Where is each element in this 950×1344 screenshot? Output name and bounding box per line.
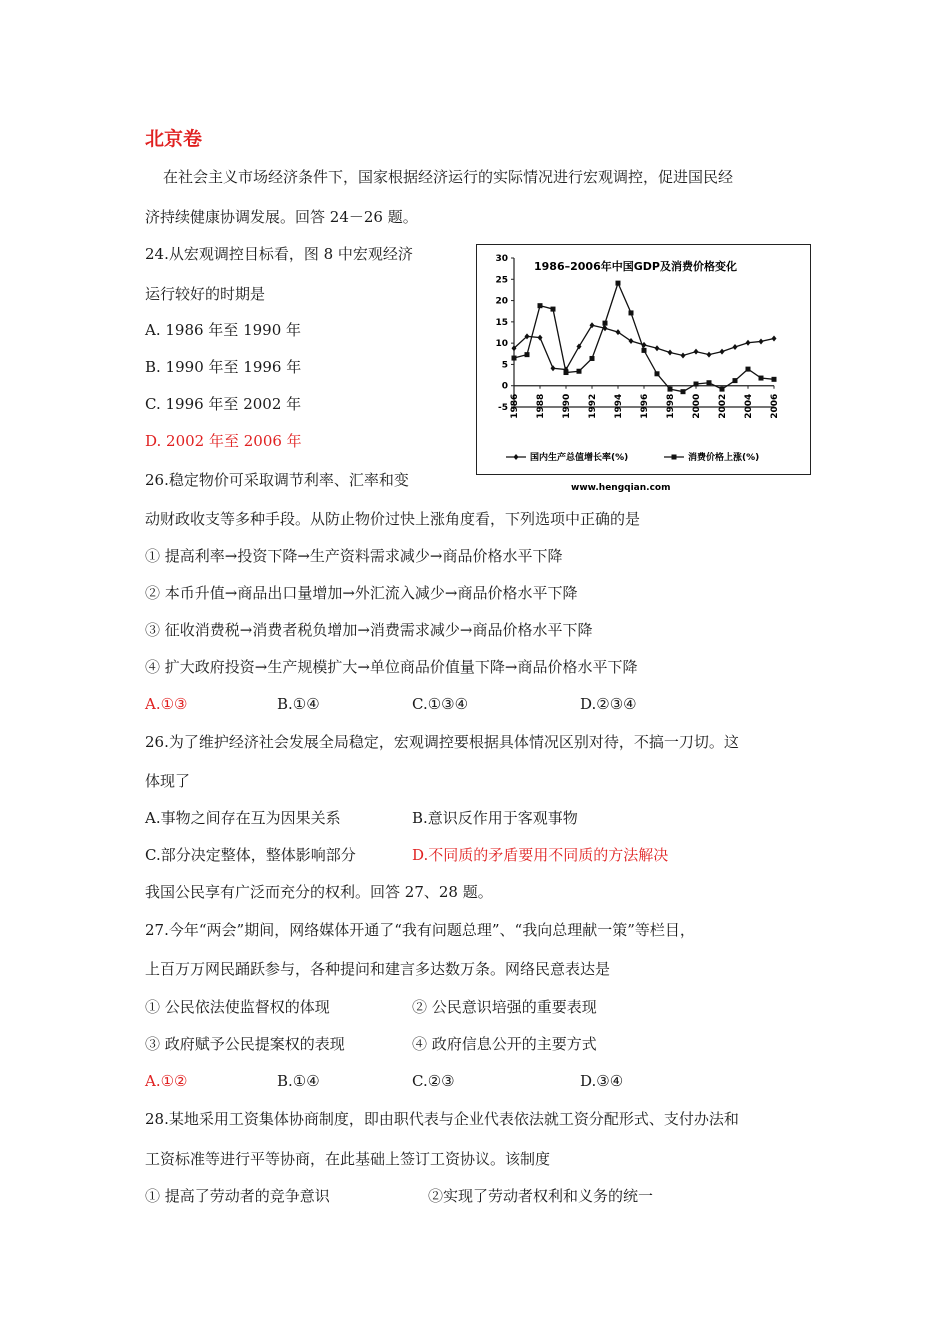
- x-tick-label: 1994: [614, 393, 624, 419]
- q24-stem-1: 24.从宏观调控目标看，图 8 中宏观经济: [145, 245, 413, 263]
- legend-gdp-label: 国内生产总值增长率(%): [530, 453, 629, 463]
- gdp-point: [694, 349, 699, 355]
- section-title: 北京卷: [145, 128, 203, 150]
- q26a-item-3: ③ 征收消费税→消费者税负增加→消费需求减少→商品价格水平下降: [145, 621, 593, 639]
- q27-choice-c: C.②③: [412, 1072, 455, 1090]
- cpi-point: [616, 281, 621, 286]
- q27-stem-1: 27.今年“两会”期间，网络媒体开通了“我有问题总理”、“我向总理献一策”等栏目，: [145, 921, 695, 939]
- gdp-point: [551, 365, 556, 371]
- cpi-point: [564, 370, 569, 375]
- cpi-point: [642, 348, 647, 353]
- x-tick-label: 2006: [770, 393, 780, 419]
- q26a-stem-1: 26.稳定物价可采取调节利率、汇率和变: [145, 471, 409, 489]
- gdp-point: [668, 350, 673, 356]
- y-tick-label: 0: [501, 381, 508, 392]
- q26a-choice-a-answer: A.①③: [145, 695, 188, 713]
- gdp-point: [616, 329, 621, 335]
- series-line-1: [514, 283, 774, 392]
- cpi-point: [668, 387, 673, 392]
- q27-item-1: ① 公民依法使监督权的体现: [145, 998, 330, 1016]
- y-tick-label: 25: [495, 275, 508, 286]
- y-tick-label: 15: [495, 317, 508, 328]
- q27-choice-d: D.③④: [580, 1072, 624, 1090]
- cpi-point: [759, 376, 764, 381]
- chart-title: 1986–2006年中国GDP及消费价格变化: [534, 260, 737, 273]
- chart-legend: [506, 451, 759, 463]
- legend-gdp-marker: [514, 454, 519, 460]
- y-tick-label: 10: [495, 339, 508, 350]
- cpi-point: [746, 367, 751, 372]
- cpi-point: [655, 371, 660, 376]
- gdp-point: [629, 338, 634, 344]
- x-tick-label: 1992: [588, 393, 598, 419]
- y-tick-label: 20: [495, 296, 508, 307]
- x-tick-label: 1990: [562, 393, 572, 419]
- y-tick-label: 30: [495, 254, 508, 264]
- q26a-item-1: ① 提高利率→投资下降→生产资料需求减少→商品价格水平下降: [145, 547, 563, 565]
- gdp-point: [538, 335, 543, 341]
- x-tick-label: 2004: [744, 393, 754, 419]
- cpi-point: [525, 352, 530, 357]
- chart-axes: [495, 254, 780, 419]
- q26b-option-b: B.意识反作用于客观事物: [412, 809, 578, 827]
- x-tick-label: 1998: [666, 393, 676, 419]
- cpi-point: [603, 321, 608, 326]
- q28-stem-1: 28.某地采用工资集体协商制度，即由职代表与企业代表依法就工资分配形式、支付办法和: [145, 1110, 739, 1128]
- legend-cpi-marker: [672, 455, 677, 460]
- chart-frame: [477, 245, 811, 475]
- gdp-point: [746, 340, 751, 346]
- cpi-point: [720, 387, 725, 392]
- q26a-stem-2: 动财政收支等多种手段。从防止物价过快上涨角度看，下列选项中正确的是: [145, 510, 641, 528]
- q26a-choice-c: C.①③④: [412, 695, 469, 713]
- q26b-option-d-answer: D.不同质的矛盾要用不同质的方法解决: [412, 846, 669, 864]
- q28-item-1: ① 提高了劳动者的竞争意识: [145, 1187, 330, 1205]
- x-tick-label: 1988: [536, 393, 546, 419]
- x-tick-label: 1996: [640, 393, 650, 419]
- q24-stem-2: 运行较好的时期是: [145, 285, 266, 303]
- q26a-choice-d: D.②③④: [580, 695, 637, 713]
- cpi-point: [772, 377, 777, 382]
- gdp-cpi-chart-figure: [476, 244, 811, 494]
- q24-option-b: B. 1990 年至 1996 年: [145, 358, 302, 376]
- chart-source: www.hengqian.com: [571, 483, 671, 493]
- q27-stem-2: 上百万万网民踊跃参与，各种提问和建言多达数万条。网络民意表达是: [145, 960, 611, 978]
- gdp-point: [707, 352, 712, 358]
- y-tick-label: 5: [501, 360, 508, 371]
- q26b-option-c: C.部分决定整体，整体影响部分: [145, 846, 356, 864]
- gdp-point: [733, 344, 738, 350]
- cpi-point: [629, 310, 634, 315]
- x-tick-label: 2000: [692, 393, 702, 419]
- cpi-point: [681, 389, 686, 394]
- q27-choice-a-answer: A.①②: [145, 1072, 188, 1090]
- cpi-point: [707, 380, 712, 385]
- q26a-choice-b: B.①④: [277, 695, 320, 713]
- cpi-point: [694, 382, 699, 387]
- q26a-item-2: ② 本币升值→商品出口量增加→外汇流入减少→商品价格水平下降: [145, 584, 578, 602]
- q27-item-3: ③ 政府赋予公民提案权的表现: [145, 1035, 345, 1053]
- gdp-point: [655, 345, 660, 351]
- q27-item-4: ④ 政府信息公开的主要方式: [412, 1035, 597, 1053]
- intro-27-28: 我国公民享有广泛而充分的权利。回答 27、28 题。: [145, 883, 493, 901]
- cpi-point: [551, 307, 556, 312]
- gdp-cpi-chart: [476, 244, 811, 494]
- series-cpi: [512, 281, 777, 395]
- x-tick-label: 2002: [718, 393, 728, 419]
- intro-line-1: 在社会主义市场经济条件下，国家根据经济运行的实际情况进行宏观调控，促进国民经: [163, 168, 734, 186]
- gdp-point: [720, 349, 725, 355]
- gdp-point: [772, 335, 777, 341]
- q27-item-2: ② 公民意识培强的重要表现: [412, 998, 597, 1016]
- x-tick-label: 1986: [510, 393, 520, 419]
- cpi-point: [512, 356, 517, 361]
- cpi-point: [577, 369, 582, 374]
- q27-choice-b: B.①④: [277, 1072, 320, 1090]
- cpi-point: [538, 303, 543, 308]
- q26b-stem-2: 体现了: [145, 772, 191, 790]
- cpi-point: [590, 356, 595, 361]
- q26a-item-4: ④ 扩大政府投资→生产规模扩大→单位商品价值量下降→商品价格水平下降: [145, 658, 638, 676]
- q28-item-2: ②实现了劳动者权利和义务的统一: [428, 1187, 654, 1205]
- q24-option-a: A. 1986 年至 1990 年: [145, 321, 302, 339]
- gdp-point: [681, 352, 686, 358]
- q24-option-d-answer: D. 2002 年至 2006 年: [145, 432, 302, 450]
- legend-cpi-label: 消费价格上涨(%): [688, 453, 760, 463]
- q24-option-c: C. 1996 年至 2002 年: [145, 395, 302, 413]
- intro-line-2: 济持续健康协调发展。回答 24－26 题。: [145, 208, 418, 226]
- y-tick-label: -5: [498, 403, 508, 413]
- cpi-point: [733, 378, 738, 383]
- gdp-point: [759, 338, 764, 344]
- q28-stem-2: 工资标准等进行平等协商，在此基础上签订工资协议。该制度: [145, 1150, 551, 1168]
- series-gdp-growth: [512, 322, 777, 372]
- q26b-stem-1: 26.为了维护经济社会发展全局稳定，宏观调控要根据具体情况区别对待，不搞一刀切。这: [145, 733, 739, 751]
- q26b-option-a: A.事物之间存在互为因果关系: [145, 809, 341, 827]
